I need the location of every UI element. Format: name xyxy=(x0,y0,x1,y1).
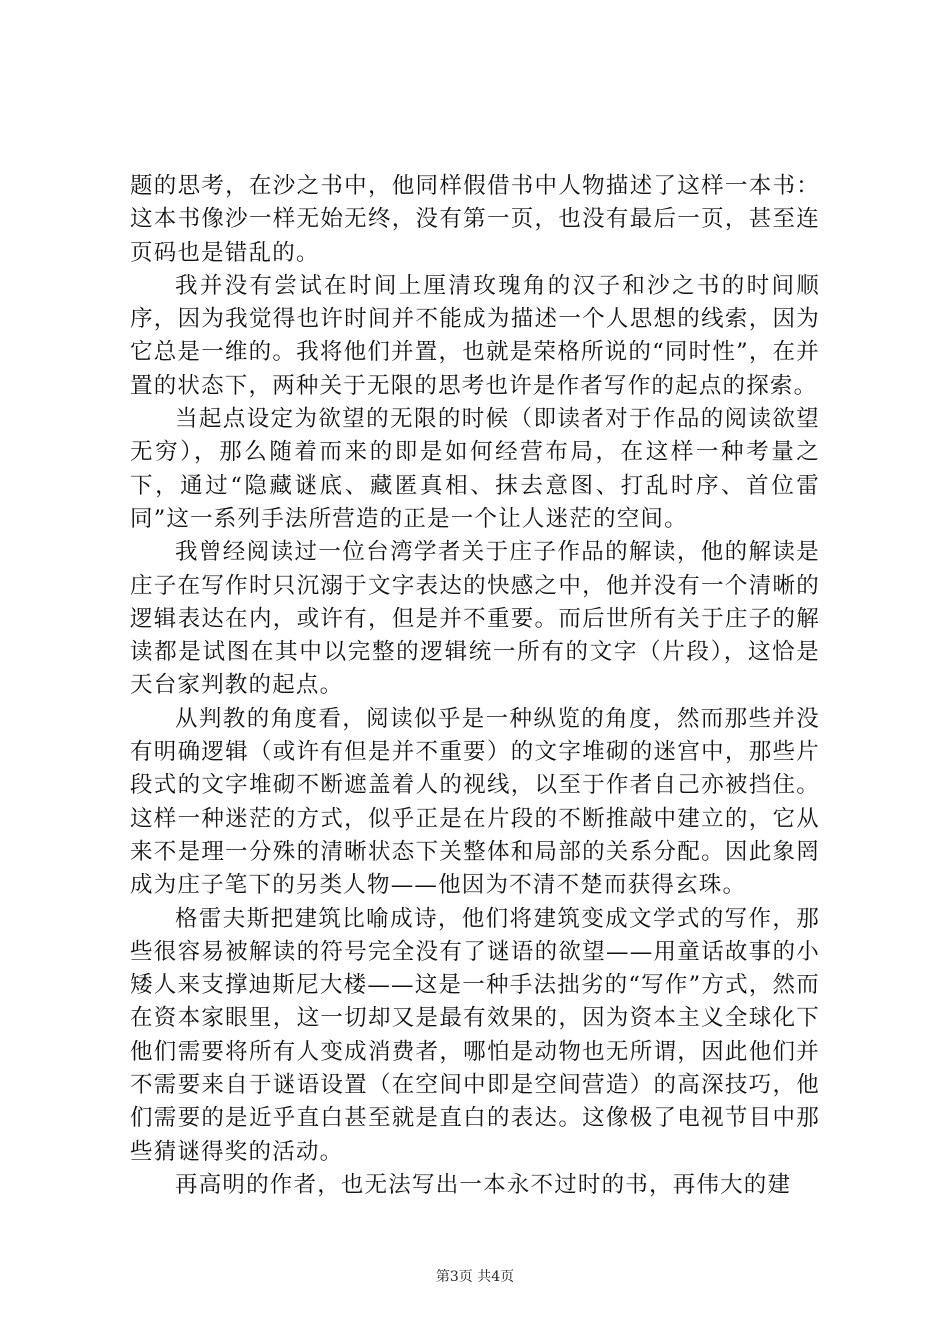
page-footer xyxy=(0,1268,950,1286)
paragraph-5: 从判教的角度看，阅读似乎是一种纵览的角度，然而那些并没有明确逻辑（或许有但是并不重要）的文字堆砌的迷宫中，那些片段式的文字堆砌不断遮盖着人的视线，以至于作者自己亦被挡住。这样一种迷茫的方式，似乎正是在片段的不断推敲中建立的，它从来不是理一分殊的清晰状态下关整体和局部的关系分配。因此象罔成为庄子笔下的另类人物——他因为不清不楚而获得玄珠。 xyxy=(130,705,820,899)
paragraph-7: 再高明的作者，也无法写出一本永不过时的书，再伟大的建 xyxy=(175,1171,792,1198)
paragraph-2: 我并没有尝试在时间上厘清玫瑰角的汉子和沙之书的时间顺序，因为我觉得也许时间并不能成为描述一个人思想的线索，因为它总是一维的。我将他们并置，也就是荣格所说的“同时性”，在并置的状态下，两种关于无限的思考也许是作者写作的起点的探索。 xyxy=(130,272,820,399)
paragraph-6: 格雷夫斯把建筑比喻成诗，他们将建筑变成文学式的写作，那些很容易被解读的符号完全没有了谜语的欲望——用童话故事的小矮人来支撑迪斯尼大楼——这是一种手法拙劣的“写作”方式，然而在资本家眼里，这一切却又是最有效果的，因为资本主义全球化下他们需要将所有人变成消费者，哪怕是动物也无所谓，因此他们并不需要来自于谜语设置（在空间中即是空间营造）的高深技巧，他们需要的是近乎直白甚至就是直白的表达。这像极了电视节目中那些猜谜得奖的活动。 xyxy=(130,905,820,1165)
page-number: 第3页 共4页 xyxy=(435,1269,515,1285)
paragraph-4: 我曾经阅读过一位台湾学者关于庄子作品的解读，他的解读是庄子在写作时只沉溺于文字表达的快感之中，他并没有一个清晰的逻辑表达在内，或许有，但是并不重要。而后世所有关于庄子的解读都是试图在其中以完整的逻辑统一所有的文字（片段），这恰是天台家判教的起点。 xyxy=(130,539,820,699)
paragraph-3: 当起点设定为欲望的无限的时候（即读者对于作品的阅读欲望无穷），那么随着而来的即是如何经营布局，在这样一种考量之下，通过“隐藏谜底、藏匿真相、抹去意图、打乱时序、首位雷同”这一系列手法所营造的正是一个让人迷茫的空间。 xyxy=(130,406,820,532)
document-body xyxy=(130,170,820,1202)
paragraph-1: 题的思考，在沙之书中，他同样假借书中人物描述了这样一本书：这本书像沙一样无始无终，没有第一页，也没有最后一页，甚至连页码也是错乱的。 xyxy=(130,173,820,266)
